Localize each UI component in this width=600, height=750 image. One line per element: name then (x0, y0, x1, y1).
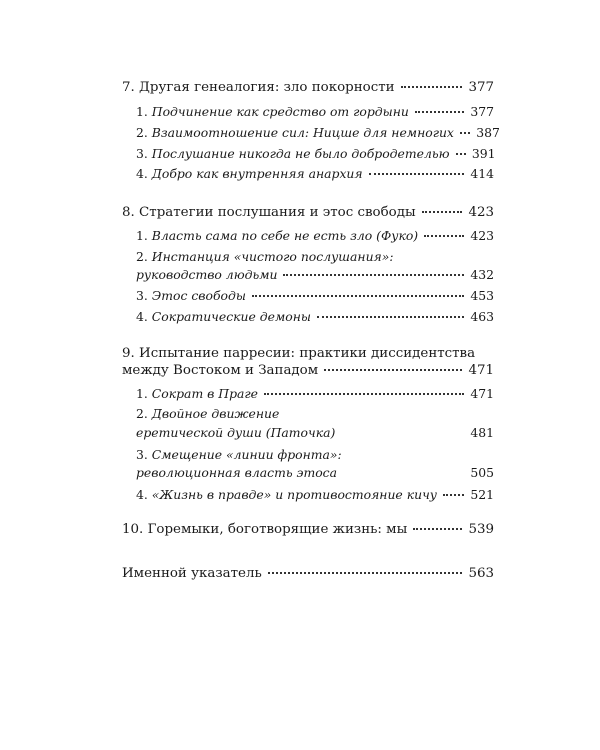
toc-item-8-3[interactable] (136, 288, 494, 303)
toc-page-number: 391 (471, 146, 496, 161)
toc-item-8-4[interactable] (136, 309, 494, 324)
toc-page-number: 387 (476, 125, 500, 140)
toc-chapter-8[interactable] (122, 205, 494, 220)
toc-page-number: 481 (470, 425, 494, 440)
toc-chapter-title: 10. Горемыки, боготворящие жизнь: мы (122, 522, 408, 537)
dot-leader (460, 132, 470, 134)
toc-chapter-9-line1[interactable]: 9. Испытание парресии: практики диссидентства (122, 346, 476, 361)
toc-page-number: 563 (468, 566, 494, 581)
toc-item-9-2-line1[interactable]: 2. Двойное движение (136, 406, 280, 421)
toc-item-title: руководство людьми (136, 267, 278, 282)
dot-leader (422, 211, 463, 213)
toc-item-title: 4. «Жизнь в правде» и противостояние кичу (136, 487, 437, 502)
toc-page-number: 432 (470, 267, 494, 282)
dot-leader (324, 369, 462, 371)
toc-item-title: 1. Подчинение как средство от гордыни (136, 104, 409, 119)
toc-item-title: еретической души (Паточка) (136, 425, 336, 440)
toc-page-number: 505 (470, 465, 494, 480)
toc-page-number: 377 (470, 104, 494, 119)
dot-leader (252, 295, 464, 297)
toc-item-7-2[interactable] (136, 125, 500, 140)
dot-leader (413, 528, 462, 530)
toc-item-8-2[interactable] (136, 267, 494, 282)
toc-item-9-1[interactable] (136, 386, 494, 401)
toc-item-title: 4. Сократические демоны (136, 309, 311, 324)
toc-page-number: 521 (470, 487, 494, 502)
toc-item-8-1[interactable] (136, 228, 494, 243)
toc-page-number: 539 (468, 522, 494, 537)
dot-leader (415, 111, 464, 113)
dot-leader (369, 173, 464, 175)
dot-leader (456, 153, 466, 155)
toc-item-9-3[interactable] (136, 465, 494, 480)
toc-page-number: 423 (470, 228, 494, 243)
dot-leader (264, 393, 464, 395)
toc-item-8-2-line1[interactable]: 2. Инстанция «чистого послушания»: (136, 249, 394, 264)
toc-item-title: 2. Взаимоотношение сил: Ницше для немногих (136, 125, 454, 140)
toc-index-title: Именной указатель (122, 566, 262, 581)
toc-chapter-title: 7. Другая генеалогия: зло покорности (122, 80, 395, 95)
dot-leader (401, 86, 463, 88)
toc-page-number: 423 (468, 205, 494, 220)
toc-chapter-7[interactable] (122, 80, 494, 95)
toc-item-7-3[interactable] (136, 146, 494, 161)
toc-page-number: 471 (468, 363, 494, 378)
toc-page-number: 414 (470, 166, 494, 181)
toc-item-7-1[interactable] (136, 104, 494, 119)
toc-page-number: 377 (468, 80, 494, 95)
dot-leader (443, 494, 464, 496)
toc-item-title: 3. Послушание никогда не было добродетелью (136, 146, 450, 161)
dot-leader (283, 274, 464, 276)
toc-item-title: революционная власть этоса (136, 465, 338, 480)
toc-item-9-4[interactable] (136, 487, 494, 502)
toc-chapter-title: между Востоком и Западом (122, 363, 319, 378)
toc-item-title: 1. Сократ в Праге (136, 386, 258, 401)
dot-leader (317, 316, 464, 318)
toc-item-7-4[interactable] (136, 166, 494, 181)
toc-page-number: 463 (470, 309, 494, 324)
toc-item-9-3-line1[interactable]: 3. Смещение «линии фронта»: (136, 447, 342, 462)
toc-item-title: 3. Этос свободы (136, 288, 246, 303)
toc-index-entry[interactable] (122, 566, 494, 581)
toc-page-number: 453 (470, 288, 494, 303)
toc-chapter-10[interactable] (122, 522, 494, 537)
dot-leader (424, 235, 464, 237)
dot-leader (268, 572, 463, 574)
toc-page-number: 471 (470, 386, 494, 401)
toc-chapter-title: 8. Стратегии послушания и этос свободы (122, 205, 416, 220)
toc-item-title: 4. Добро как внутренняя анархия (136, 166, 363, 181)
toc-chapter-9[interactable] (122, 363, 494, 378)
toc-item-title: 1. Власть сама по себе не есть зло (Фуко) (136, 228, 419, 243)
toc-item-9-2[interactable] (136, 425, 494, 440)
